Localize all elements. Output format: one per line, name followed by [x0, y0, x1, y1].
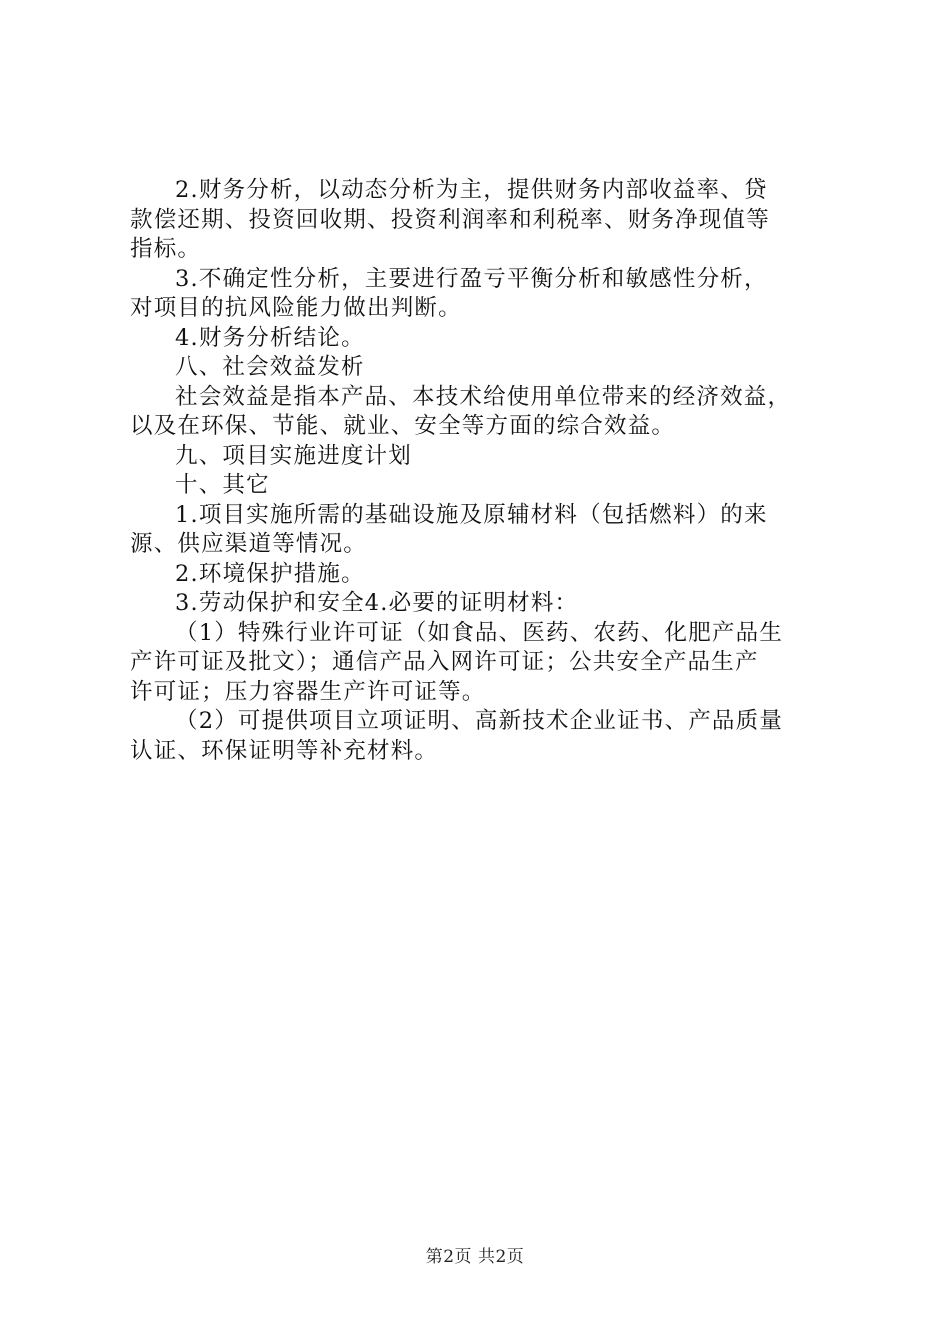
- text-line: 4.财务分析结论。: [175, 324, 365, 351]
- page-number-footer: 第2页 共2页: [425, 1247, 525, 1267]
- text-line: 3.劳动保护和安全4.必要的证明材料：: [175, 590, 579, 616]
- text-line: 认证、环保证明等补充材料。: [130, 737, 439, 764]
- text-line: 产许可证及批文）；通信产品入网许可证；公共安全产品生产: [130, 649, 759, 675]
- text-line: 2.环境保护措施。: [175, 560, 365, 587]
- document-body: [130, 176, 835, 766]
- text-line: 以及在环保、节能、就业、安全等方面的综合效益。: [130, 413, 676, 439]
- text-line: 1.项目实施所需的基础设施及原辅材料（包括燃料）的来: [175, 501, 768, 528]
- text-line: 2.财务分析，以动态分析为主，提供财务内部收益率、贷: [175, 177, 768, 203]
- section-heading: 八、社会效益发析: [175, 354, 365, 380]
- text-line: 源、供应渠道等情况。: [130, 531, 368, 557]
- text-line: 社会效益是指本产品、本技术给使用单位带来的经济效益，: [175, 383, 792, 410]
- text-line: 3.不确定性分析，主要进行盈亏平衡分析和敏感性分析，: [175, 265, 768, 292]
- text-line: 款偿还期、投资回收期、投资利润率和利税率、财务净现值等: [130, 206, 770, 233]
- text-line: 许可证；压力容器生产许可证等。: [130, 678, 486, 705]
- text-line: 对项目的抗风险能力做出判断。: [130, 295, 462, 321]
- text-line: （2）可提供项目立项证明、高新技术企业证书、产品质量: [175, 708, 784, 734]
- text-line: 指标。: [130, 236, 202, 262]
- section-heading: 十、其它: [175, 472, 270, 498]
- text-line: （1）特殊行业许可证（如食品、医药、农药、化肥产品生: [175, 619, 784, 646]
- section-heading: 九、项目实施进度计划: [175, 442, 413, 469]
